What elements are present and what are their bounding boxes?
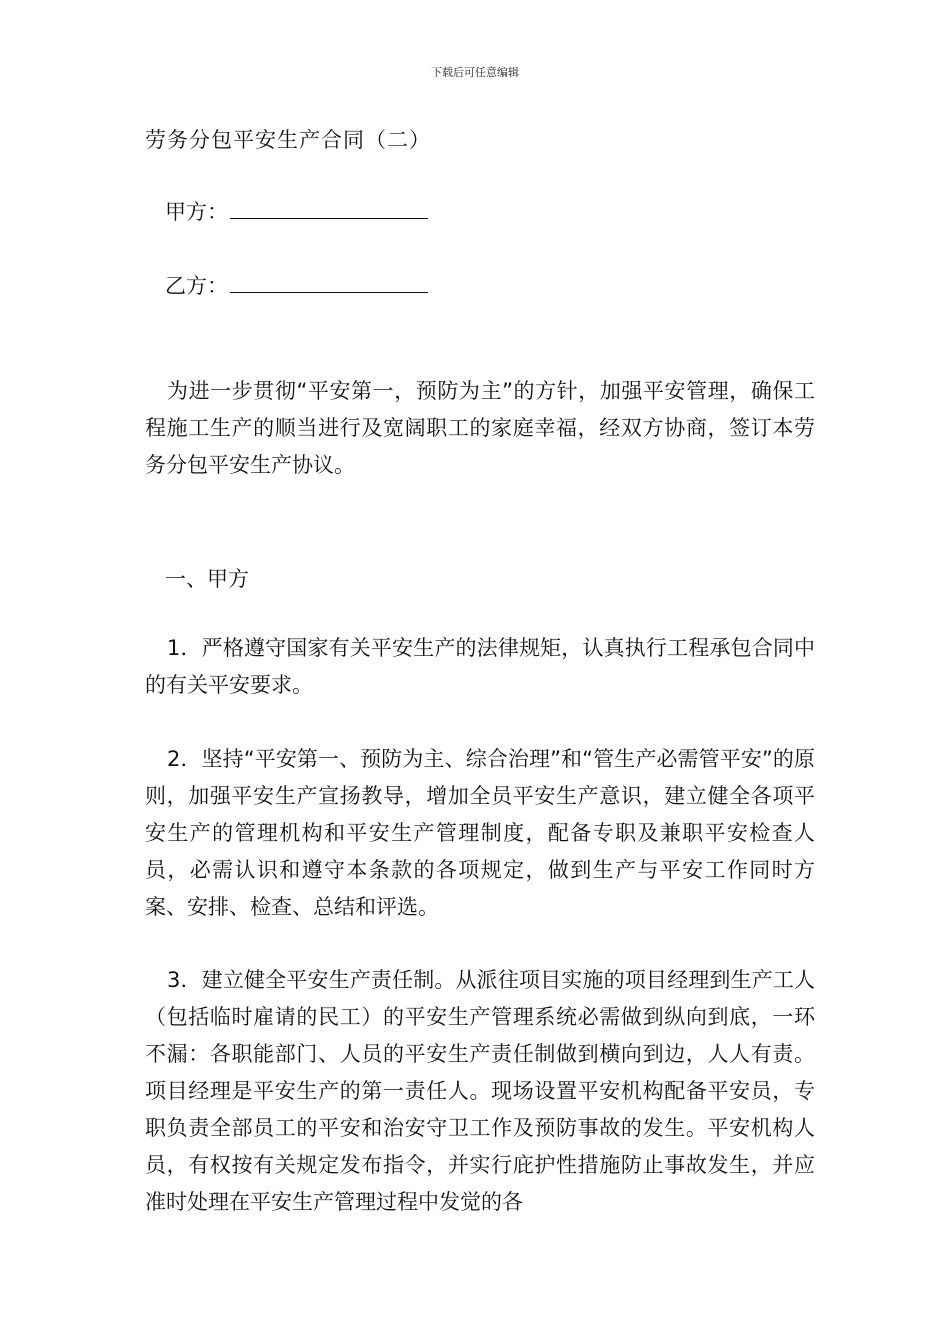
party-b-blank bbox=[230, 272, 428, 293]
party-b-line bbox=[165, 270, 428, 300]
party-b-label: 乙方： bbox=[165, 274, 228, 298]
party-a-label: 甲方： bbox=[165, 200, 228, 224]
clause-1: 1．严格遵守国家有关平安生产的法律规矩，认真执行工程承包合同中的有关平安要求。 bbox=[145, 636, 815, 697]
intro-paragraph: 为进一步贯彻“平安第一，预防为主”的方针，加强平安管理，确保工程施工生产的顺当进行及宽阔职工的家庭幸福，经双方协商，签订本劳务分包平安生产协议。 bbox=[145, 379, 815, 477]
party-a-line bbox=[165, 196, 428, 226]
document-title: 劳务分包平安生产合同（二） bbox=[145, 128, 431, 152]
clause-3: 3．建立健全平安生产责任制。从派往项目实施的项目经理到生产工人（包括临时雇请的民工）的平安生产管理系统必需做到纵向到底，一环不漏：各职能部门、人员的平安生产责任制做到横向到边，人人有责。项目经理是平安生产的第一责任人。现场设置平安机构配备平安员，专职负责全部员工的平安和治安守卫工作及预防事故的发生。平安机构人员，有权按有关规定发布指令，并实行庇护性措施防止事故发生，并应准时处理在平安生产管理过程中发觉的各 bbox=[145, 968, 815, 1214]
clause-2: 2．坚持“平安第一、预防为主、综合治理”和“管生产必需管平安”的原则，加强平安生产宣扬教导，增加全员平安生产意识，建立健全各项平安生产的管理机构和平安生产管理制度，配备专职及兼职平安检查人员，必需认识和遵守本条款的各项规定，做到生产与平安工作同时方案、安排、检查、总结和评选。 bbox=[145, 747, 815, 919]
section-heading-party-a: 一、甲方 bbox=[165, 567, 249, 591]
page-header-note: 下载后可任意编辑 bbox=[431, 66, 519, 79]
party-a-blank bbox=[230, 198, 428, 219]
